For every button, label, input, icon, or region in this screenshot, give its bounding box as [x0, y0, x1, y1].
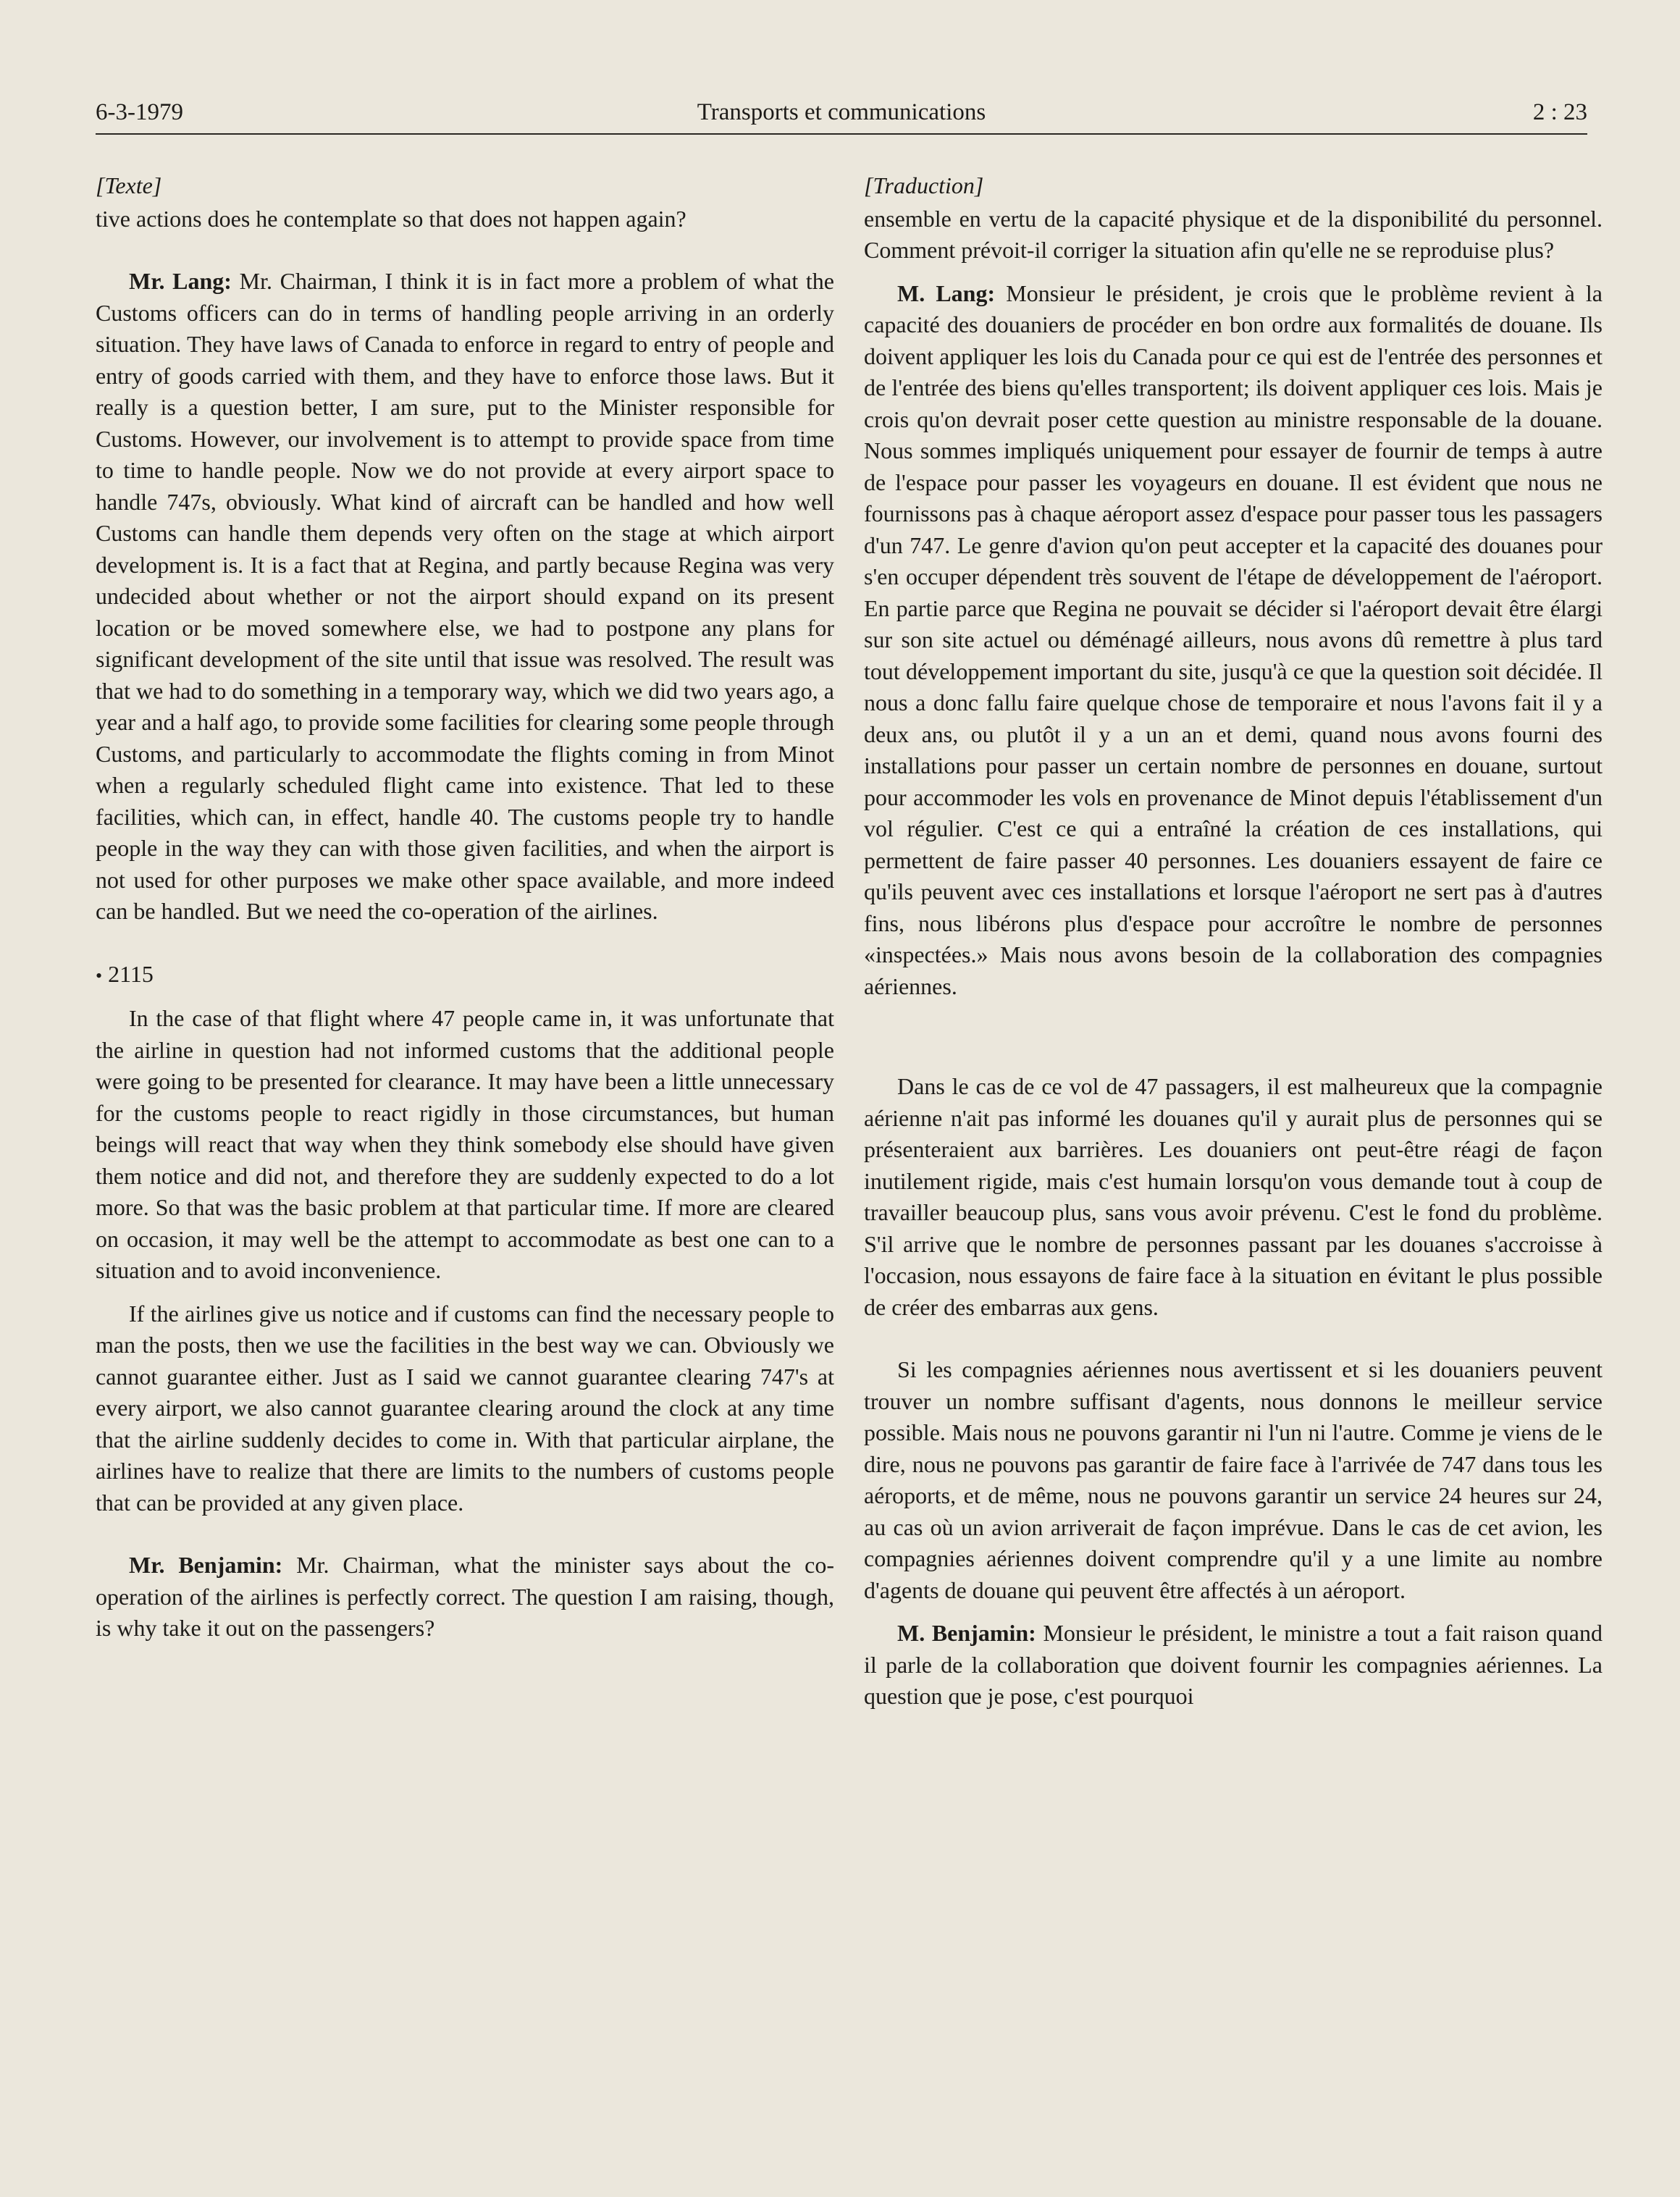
speaker-name: M. Lang:: [897, 280, 996, 306]
paragraph-continuation: tive actions does he contemplate so that does not happen again?: [96, 205, 686, 232]
english-column: [96, 170, 834, 1644]
paragraph-compagnies-avertissent: Si les compagnies aériennes nous avertissent et si les douaniers peuvent trouver un nombre suffisant d'agents, nous donnons le meilleur service possible. Mais nous ne pouvons garantir ni l'un ni l'autre. Comme je viens de le dire, nous ne pouvons pas garantir de faire face à l'arrivée de 747 dans tous les aéroports, et de même, nous ne pouvons garantir un service 24 heures sur 24, au cas où un avion arriverait de façon imprévue. Dans le cas de cet avion, les compagnies aériennes doivent comprendre qu'il y a une limite au nombre d'agents de douane qui peuvent être affectés à un aéroport.: [864, 1356, 1603, 1603]
speech-text: Mr. Chairman, I think it is in fact more a problem of what the Customs officers can do in terms of handling people arriving in an orderly situation. They have laws of Canada to enforce in regard to entry of people and entry of goods carried with them, and they have to enforce those laws. But it really is a question better, I am sure, put to the Minister responsible for Customs. However, our involvement is to attempt to provide space from time to time to handle people. Now we do not provide at every airport space to handle 747s, obviously. What kind of aircraft can be handled and how well Customs can handle them depends very often on the stage at which airport development is. It is a fact that at Regina, and partly because Regina was very undecided about whether or not the airport should expand on its present location or be moved somewhere else, we had to postpone any plans for significant development of the site until that issue was resolved. The result was that we had to do something in a temporary way, which we did two years ago, a year and a half ago, to provide some facilities for clearing some people through Customs, and particularly to accommodate the flights coming in from Minot when a regularly scheduled flight came into existence. That led to these facilities, which can, in effect, handle 40. The customs people try to handle people in the way they can with those given facilities, and when the airport is not used for other purposes we make other space available, and more indeed can be handled. But we need the co-operation of the airlines.: [96, 268, 835, 924]
speech-text: Mr. Chairman, what the minister says about the co-operation of the airlines is perfectly correct. The question I am raising, though, is why take it out on the passengers?: [96, 1552, 835, 1641]
speech-text: Monsieur le président, le ministre a tout a fait raison quand il parle de la collaboration que doivent fournir les compagnies aériennes. La question que je pose, c'est pourquoi: [864, 1620, 1603, 1709]
header-date: 6-3-1979: [96, 99, 183, 125]
column-label-texte: [Texte]: [96, 172, 162, 198]
paragraph-continuation: ensemble en vertu de la capacité physique et de la disponibilité du personnel. Comment prévoit-il corriger la situation afin qu'elle ne se reproduise plus?: [864, 205, 1603, 263]
paragraph-lang-response: [864, 278, 1603, 1003]
paragraph-benjamin-question: [864, 1618, 1603, 1713]
paragraph-vol-47: Dans le cas de ce vol de 47 passagers, il est malheureux que la compagnie aérienne n'ait pas informé les douanes qu'il y aurait plus de personnes qui se présenteraient aux barrières. Les douaniers ont peut-être réagi de façon inutilement rigide, mais c'est humain lorsqu'on vous demande tout à coup de travailler beaucoup plus, sans vous avoir prévenu. C'est le fond du problème. S'il arrive que le nombre de personnes passant par les douanes s'accroisse à l'occasion, nous essayons de faire face à la situation en évitant le plus possible de créer des embarras aux gens.: [864, 1073, 1603, 1320]
speech-text: Monsieur le président, je crois que le problème revient à la capacité des douaniers de procéder en bon ordre aux formalités de douane. Ils doivent appliquer les lois du Canada pour ce qui est de l'entrée des personnes et de l'entrée des biens qu'elles transportent; ils doivent appliquer ces lois. Mais je crois qu'on devrait poser cette question au ministre responsable de la douane. Nous sommes impliqués uniquement pour essayer de fournir de temps à autre de l'espace pour passer les voyageurs en douane. Il est évident que nous ne fournissons pas à chaque aéroport assez d'espace pour passer tous les passagers d'un 747. Le genre d'avion qu'on peut accepter et la capacité des douanes pour s'en occuper dépendent très souvent de l'étape de développement de l'aéroport. En partie parce que Regina ne pouvait se décider si l'aéroport devait être élargi sur son site actuel ou déménagé ailleurs, nous avons dû remettre à plus tard tout développement important du site, jusqu'à ce que la question soit décidée. Il nous a donc fallu faire quelque chose de temporaire et nous l'avons fait il y a deux ans, ou plutôt il y a un an et demi, quand nous avons fourni des installations pour passer un certain nombre de personnes en douane, surtout pour accommoder les vols en provenance de Minot depuis l'établissement d'un vol régulier. C'est ce qui a entraîné la création de ces installations, qui permettent de faire passer 40 personnes. Les douaniers essayent de faire ce qu'ils peuvent avec ces installations et lorsque l'aéroport ne sert pas à d'autres fins, nous libérons plus d'espace pour accroître le nombre de personnes «inspectées.» Mais nous avons besoin de la collaboration des compagnies aériennes.: [864, 280, 1603, 999]
time-marker: [96, 959, 834, 992]
speaker-name: Mr. Benjamin:: [129, 1552, 283, 1578]
running-header: [96, 94, 1587, 135]
french-column: [864, 170, 1603, 1713]
paragraph-flight-47: In the case of that flight where 47 people came in, it was unfortunate that the airline in question had not informed customs that the additional people were going to be presented for clearance. It may have been a little unnecessary for the customs people to react rigidly in those circumstances, but human beings will react that way when they think somebody else should have given them notice and did not, and therefore they are suddenly expected to do a lot more. So that was the basic problem at that particular time. If more are cleared on occasion, it may well be the attempt to accommodate as best one can to a situation and to avoid inconvenience.: [96, 1005, 834, 1283]
bullet-icon: •: [96, 965, 103, 986]
paragraph-airlines-notice: If the airlines give us notice and if customs can find the necessary people to man the posts, then we use the facilities in the best way we can. Obviously we cannot guarantee either. Just as I said we cannot guarantee clearing 747's at every airport, we also cannot guarantee clearing around the clock at any time that the airline suddenly decides to come in. With that particular airplane, the airlines have to realize that there are limits to the numbers of customs people that can be provided at any given place.: [96, 1300, 834, 1516]
time-marker-value: 2115: [108, 960, 154, 987]
speaker-name: Mr. Lang:: [129, 268, 232, 294]
header-title: Transports et communications: [697, 99, 986, 125]
header-page-number: 2 : 23: [1532, 99, 1587, 125]
speaker-name: M. Benjamin:: [897, 1620, 1036, 1646]
paragraph-benjamin-question: [96, 1550, 834, 1644]
paragraph-lang-response: [96, 266, 834, 928]
column-label-traduction: [Traduction]: [864, 172, 984, 198]
